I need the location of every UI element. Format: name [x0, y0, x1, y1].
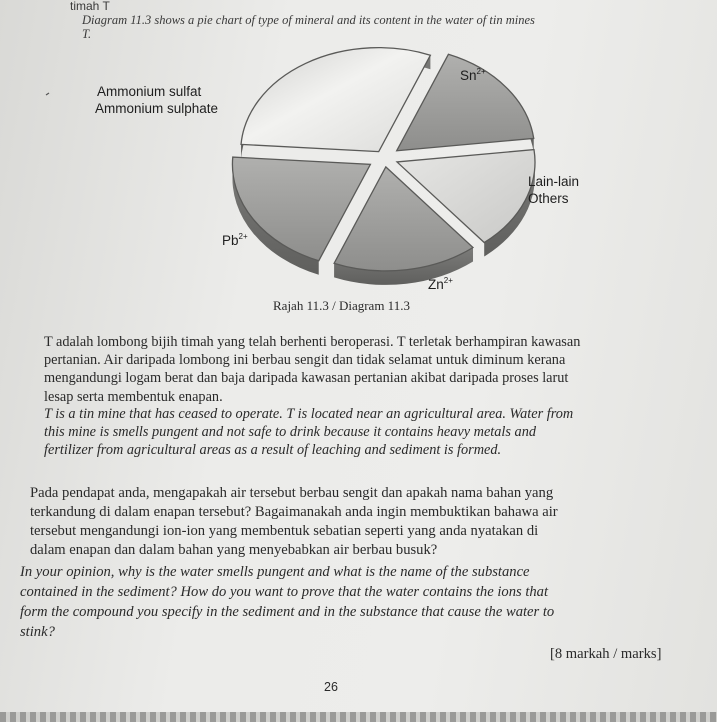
text-line: pertanian. Air daripada lombong ini berbau sengit dan tidak selamat untuk diminum kerana: [44, 352, 566, 369]
text-line: mengandungi logam berat dan baja daripada kawasan pertanian akibat daripada proses larut: [44, 370, 569, 387]
text-line: stink?: [20, 624, 55, 640]
label-others-malay: Lain-lain: [528, 174, 580, 189]
text-line: terkandung di dalam enapan tersebut? Bagaimanakah anda ingin membuktikan bahawa air: [30, 504, 558, 520]
paragraph-1-malay: [44, 333, 580, 406]
header-title-fragment: timah T: [70, 0, 110, 13]
stray-mark: [46, 93, 49, 95]
text-line: form the compound you specify in the sediment and in the substance that cause the water to: [20, 604, 555, 620]
page-edge-strip: [0, 712, 717, 722]
label-pb: $Pb^{2+}$: [222, 232, 248, 248]
paragraph-1-english: [44, 405, 573, 460]
label-others-english: Others: [528, 191, 569, 206]
label-zn: $Zn^{2+}$: [428, 276, 453, 292]
page-number: 26: [324, 680, 338, 694]
text-line: T is a tin mine that has ceased to operate. T is located near an agricultural area. Water from: [44, 406, 574, 422]
slice-ammonium: [241, 48, 430, 152]
text-line: Pada pendapat anda, mengapakah air tersebut berbau sengit dan apakah nama bahan yang: [30, 485, 554, 501]
label-ammonium-malay: Ammonium sulfat: [97, 84, 202, 99]
text-line: In your opinion, why is the water smells pungent and what is the name of the substance: [20, 564, 530, 580]
marks-label: [8 markah / marks]: [550, 646, 662, 662]
pie-slices: [232, 48, 535, 285]
paragraph-2-english: [20, 562, 554, 642]
diagram-intro-text: Diagram 11.3 shows a pie chart of type of mineral and its content in the water of tin mines: [82, 13, 535, 27]
diagram-caption: Rajah 11.3 / Diagram 11.3: [273, 298, 410, 313]
text-line: tersebut mengandungi ion-ion yang membentuk sebatian seperti yang anda nyatakan di: [30, 523, 539, 539]
diagram-intro-tail: T.: [82, 27, 92, 41]
text-line: lesap serta membentuk enapan.: [44, 388, 223, 405]
text-line: contained in the sediment? How do you want to prove that the water contains the ions that: [20, 584, 549, 600]
pie-chart: [0, 0, 717, 330]
paragraph-2-malay: [30, 484, 558, 560]
text-line: fertilizer from agricultural areas as a result of leaching and sediment is formed.: [44, 442, 502, 459]
label-sn: $Sn^{2+}$: [460, 67, 486, 83]
text-line: dalam enapan dan dalam bahan yang menyebabkan air berbau busuk?: [30, 542, 438, 558]
text-line: T adalah lombong bijih timah yang telah berhenti beroperasi. T terletak berhampiran kawasan: [44, 334, 581, 350]
label-ammonium-english: Ammonium sulphate: [95, 101, 219, 116]
text-line: this mine is smells pungent and not safe to drink because it contains heavy metals and: [44, 424, 536, 441]
